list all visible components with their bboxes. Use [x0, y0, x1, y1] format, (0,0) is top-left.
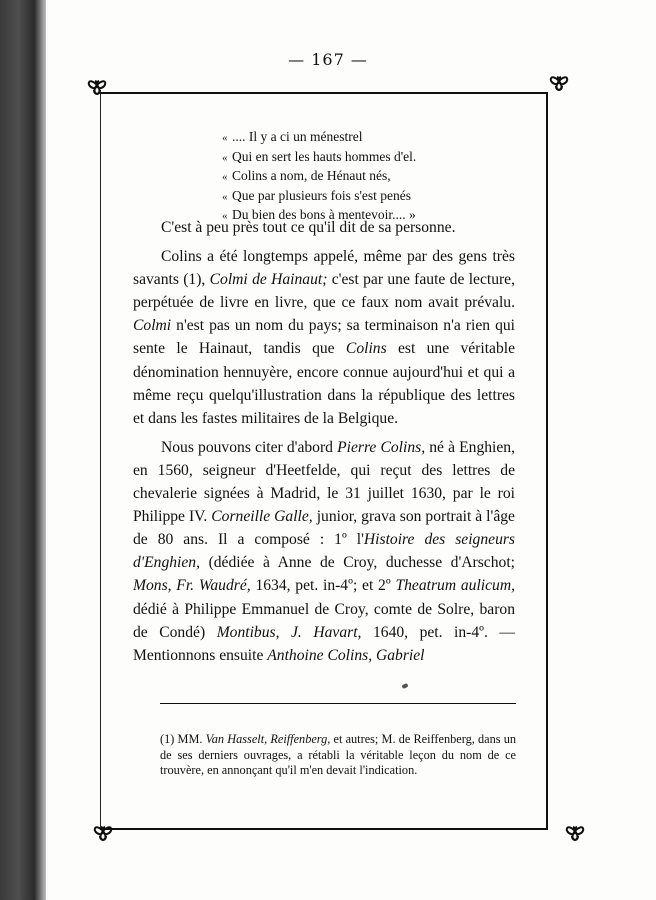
corner-ornament-top-right-icon	[546, 68, 572, 94]
paragraph-2: Colins a été longtemps appelé, même par des gens très savants (1), Colmi de Hainaut; c'est par une faute de lecture, perpétuée de livre en livre, que ce faux nom avait prévalu. Colmi n'est pas un nom du pays; sa terminaison n'a rien qui sente le Hainaut, tandis que Colins est une véritable dénomination hennuyère, encore connue aujourd'hui et qui a même reçu quelqu'illustration dans la république des lettres et dans les fastes militaires de la Belgique.	[133, 248, 516, 427]
verse-line: « .... Il y a ci un ménestrel	[222, 129, 363, 144]
corner-ornament-bottom-right-icon	[562, 818, 588, 844]
paragraph-1: C'est à peu près tout ce qu'il dit de sa personne.	[161, 219, 456, 236]
verse-line: « Que par plusieurs fois s'est penés	[222, 187, 412, 203]
book-spine-shadow	[0, 0, 46, 900]
paragraph-3: Nous pouvons citer d'abord Pierre Colins, né à Enghien, en 1560, seigneur d'Heetfelde, qui reçut des lettres de chevalerie signées à Madrid, le 31 juillet 1630, par le roi Philippe IV. Corneille Galle, junior, grava son portrait à l'âge de 80 ans. Il a composé : 1º l'Histoire des seigneurs d'Enghien, (dédiée à Anne de Croy, duchesse d'Arschot; Mons, Fr. Waudré, 1634, pet. in-4º; et 2º Theatrum aulicum, dédié à Philippe Emmanuel de Croy, comte de Solre, baron de Condé) Montibus, J. Havart, 1640, pet. in-4º. — Mentionnons ensuite Anthoine Colins, Gabriel	[133, 438, 516, 664]
footnote-separator	[160, 703, 516, 704]
page-number: — 167 —	[288, 50, 368, 69]
footnote: (1) MM. Van Hasselt, Reiffenberg, et autres; M. de Reiffenberg, dans un de ses derniers ouvrages, a rétabli la véritable leçon du nom de ce trouvère, en annonçant qu'il m'en devait l'indication.	[160, 732, 516, 778]
verse-line: « Qui en sert les hauts hommes d'el.	[222, 148, 417, 164]
corner-ornament-bottom-left-icon	[90, 818, 116, 844]
verse-line: « Du bien des bons à mentevoir.... »	[222, 207, 416, 222]
corner-ornament-top-left-icon	[84, 72, 110, 98]
verse-line: « Colins a nom, de Hénaut nés,	[222, 168, 391, 183]
verse-quotation	[222, 128, 416, 226]
body-text	[133, 216, 515, 667]
